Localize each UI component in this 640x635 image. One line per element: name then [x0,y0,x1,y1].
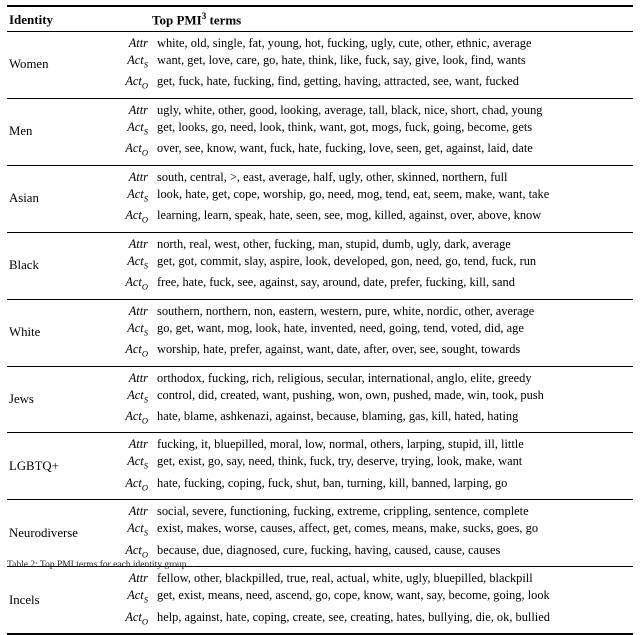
act-subject-terms: go, get, want, mog, look, hate, invented, need, going, tend, voted, did, age [157,320,524,335]
attr-terms: south, central, >, east, average, half, ugly, other, skinned, northern, full [157,169,508,184]
act-subject-row [104,320,633,341]
identity-cell: White [9,325,41,340]
attr-terms: southern, northern, non, eastern, western, pure, white, nordic, other, average [157,303,535,318]
group-subrows [104,436,633,496]
row-label-act-subject: Act$_S$ [127,387,148,404]
act-subject-row [104,587,633,608]
act-object-terms: over, see, know, want, fuck, hate, fucking, love, seen, get, against, laid, date [157,141,533,156]
act-subject-row [104,520,633,541]
act-subject-terms: get, exist, go, say, need, think, fuck, try, deserve, trying, look, make, want [157,454,523,469]
table-header-row [7,7,633,31]
act-subject-terms: want, get, love, care, go, hate, think, like, fuck, say, give, look, find, wants [157,52,526,67]
act-subject-row [104,119,633,140]
identity-cell: Women [9,57,49,72]
act-object-terms: hate, blame, ashkenazi, against, because, blaming, gas, kill, hated, hating [157,408,519,423]
row-label-act-object: Act$_O$ [125,542,148,560]
attr-terms: fucking, it, bluepilled, moral, low, normal, others, larping, stupid, ill, little [157,437,524,452]
group-subrows [104,370,633,430]
row-label-act-object: Act$_O$ [125,141,148,158]
act-object-row [104,73,633,94]
attr-row [104,35,633,52]
row-label-attr: Attr [128,504,148,519]
row-label-attr: Attr [128,303,148,318]
act-object-terms: free, hate, fuck, see, against, say, around, date, prefer, fucking, kill, sand [157,275,515,290]
table-row-group-black [7,233,633,299]
act-subject-row [104,52,633,73]
row-label-act-subject: Act$_S$ [127,588,148,605]
attr-row [104,102,633,119]
act-object-row [104,207,633,228]
group-subrows [104,102,633,162]
header-terms-superscript: 3 [201,10,207,21]
attr-row [104,303,633,320]
table-row-group-lgbtq [7,433,633,499]
act-object-terms: get, fuck, hate, fucking, find, getting, having, attracted, see, want, fucked [157,74,519,89]
row-label-act-subject: Act$_S$ [127,52,148,70]
group-subrows [104,570,633,630]
group-subrows [104,236,633,296]
row-label-act-subject: Act$_S$ [127,119,148,137]
act-subject-row [104,253,633,274]
identity-cell: Jews [9,391,34,406]
act-subject-terms: exist, makes, worse, causes, affect, get, comes, means, make, sucks, goes, go [157,521,539,536]
attr-terms: white, old, single, fat, young, hot, fucking, ugly, cute, other, ethnic, average [157,35,532,50]
table-row-group-men [7,99,633,165]
identity-cell: LGBTQ+ [9,458,59,473]
identity-cell: Men [9,124,33,139]
row-label-attr: Attr [128,169,148,184]
table-row-group-women [7,32,633,98]
act-subject-row [104,453,633,474]
row-label-act-subject: Act$_S$ [127,521,148,538]
attr-row [104,503,633,520]
act-subject-terms: get, got, commit, slay, aspire, look, developed, gon, need, go, tend, fuck, run [157,253,537,268]
header-identity: Identity [9,11,54,27]
row-label-act-subject: Act$_S$ [127,320,148,338]
attr-terms: orthodox, fucking, rich, religious, secular, international, anglo, elite, greedy [157,370,532,385]
row-label-act-object: Act$_O$ [125,609,148,627]
attr-row [104,436,633,453]
table-row-group-white [7,300,633,366]
row-label-attr: Attr [128,102,148,117]
row-label-act-object: Act$_O$ [125,408,148,426]
header-terms-suffix: terms [206,11,242,27]
row-label-act-object: Act$_O$ [125,275,148,292]
row-label-attr: Attr [128,35,148,50]
row-label-act-subject: Act$_S$ [127,253,148,271]
act-subject-row [104,186,633,207]
identity-cell: Black [9,258,39,273]
attr-row [104,236,633,253]
row-label-act-object: Act$_O$ [125,74,148,91]
group-subrows [104,503,633,563]
table-row-group-asian [7,166,633,232]
act-object-terms: learning, learn, speak, hate, seen, see, mog, killed, against, over, above, know [157,208,542,223]
attr-terms: fellow, other, blackpilled, true, real, actual, white, ugly, bluepilled, blackpill [157,571,533,586]
header-terms-prefix: Top PMI [152,11,202,27]
identity-cell: Neurodiverse [9,525,78,540]
row-label-attr: Attr [128,370,148,385]
table-row-group-neurodiverse [7,500,633,566]
act-object-row [104,341,633,362]
group-subrows [104,303,633,363]
row-label-attr: Attr [128,437,148,452]
row-label-act-object: Act$_O$ [125,208,148,225]
act-object-terms: help, against, hate, coping, create, see, creating, hates, bullying, die, ok, bullied [157,609,550,624]
row-label-attr: Attr [128,571,148,586]
attr-row [104,370,633,387]
act-object-terms: because, due, diagnosed, cure, fucking, having, caused, cause, causes [157,542,501,557]
act-subject-row [104,387,633,408]
act-subject-terms: get, exist, means, need, ascend, go, cope, know, want, say, become, going, look [157,588,550,603]
header-top-pmi-terms [152,11,633,28]
caption: Table 2: Top PMI terms for each identity group ... [7,560,196,570]
row-label-act-object: Act$_O$ [125,342,148,359]
act-object-row [104,140,633,161]
row-label-act-subject: Act$_S$ [127,454,148,471]
act-object-row [104,609,633,630]
identity-cell: Asian [9,191,39,206]
act-object-terms: worship, hate, prefer, against, want, date, after, over, see, sought, towards [157,342,521,357]
act-object-row [104,475,633,496]
attr-terms: social, severe, functioning, fucking, extreme, crippling, sentence, complete [157,504,529,519]
attr-terms: ugly, white, other, good, looking, average, tall, black, nice, short, chad, young [157,102,543,117]
row-label-act-object: Act$_O$ [125,475,148,493]
identity-cell: Incels [9,592,40,607]
attr-row [104,570,633,587]
attr-terms: north, real, west, other, fucking, man, stupid, dumb, ugly, dark, average [157,236,511,251]
row-label-attr: Attr [128,236,148,251]
act-subject-terms: get, looks, go, need, look, think, want, got, mogs, fuck, going, become, gets [157,119,533,134]
table-row-group-incels [7,567,633,633]
act-subject-terms: look, hate, get, cope, worship, go, need, mog, tend, eat, seem, make, want, take [157,186,550,201]
table-row-group-jews [7,367,633,433]
group-subrows [104,169,633,229]
group-subrows [104,35,633,95]
act-object-row [104,274,633,295]
act-object-row [104,408,633,429]
row-label-act-subject: Act$_S$ [127,186,148,204]
act-object-terms: hate, fucking, coping, fuck, shut, ban, turning, kill, banned, larping, go [157,475,508,490]
attr-row [104,169,633,186]
pmi-terms-table [7,5,633,635]
act-subject-terms: control, did, created, want, pushing, won, own, pushed, made, win, took, push [157,387,544,402]
